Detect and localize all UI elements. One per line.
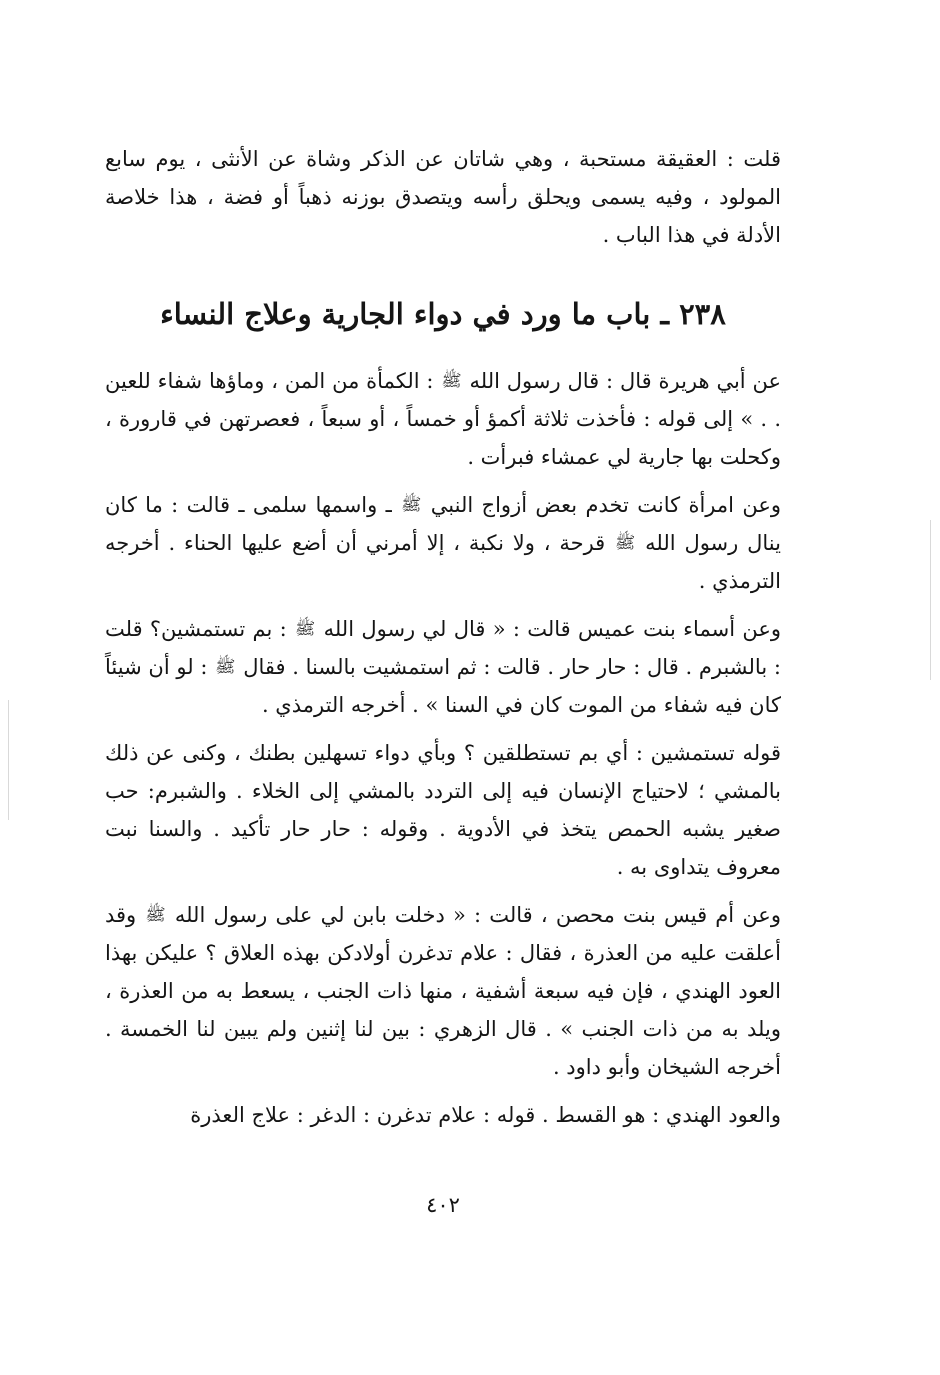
honorific-symbol: ﷺ xyxy=(401,494,422,514)
paragraph-text: : لو أن شيئاً كان فيه شفاء من الموت كان في السنا » . أخرجه الترمذي . xyxy=(105,655,781,717)
paragraph-text: قرحة ، ولا نكبة ، إلا أمرني أن أضع عليها الحناء . أخرجه الترمذي . xyxy=(105,531,781,593)
intro-paragraph: قلت : العقيقة مستحبة ، وهي شاتان عن الذكر وشاة عن الأنثى ، يوم سابع المولود ، وفيه يسمى ويحلق رأسه ويتصدق بوزنه ذهباً أو فضة ، هذا خلاصة الأدلة في هذا الباب . xyxy=(105,147,781,247)
honorific-symbol: ﷺ xyxy=(295,618,316,638)
paragraph-text: قوله تستمشين : أي بم تستطلقين ؟ وبأي دواء تسهلين بطنك ، وكنى عن ذلك بالمشي ؛ لاحتياج الإنسان فيه إلى التردد بالمشي إلى الخلاء . والشبرم: حب صغير يشبه الحمص يتخذ في الأدوية . وقوله : حار حار تأكيد . والسنا نبت معروف يتداوى به . xyxy=(105,741,781,879)
book-page xyxy=(105,140,781,1240)
honorific-symbol: ﷺ xyxy=(145,904,166,924)
hadith-paragraph-umm-qays xyxy=(105,896,781,1086)
page-edge-mark xyxy=(930,520,931,680)
honorific-symbol: ﷺ xyxy=(615,532,636,552)
honorific-symbol: ﷺ xyxy=(215,656,236,676)
chapter-body xyxy=(105,362,781,1144)
page-number: ٤٠٢ xyxy=(426,1193,460,1217)
paragraph-text: : الكمأة من المن ، وماؤها شفاء للعين . . » إلى قوله : فأخذت ثلاثة أكمؤ أو خمساً ، أو سبعاً ، فعصرتهن في قارورة ، وكحلت بها جارية لي عمشاء فبرأت . xyxy=(105,369,781,469)
commentary-paragraph-continued xyxy=(105,1096,781,1134)
paragraph-text: ـ واسمها سلمى ـ قالت : ما كان ينال رسول الله xyxy=(105,493,781,555)
commentary-paragraph xyxy=(105,734,781,886)
paragraph-text: وقد أعلقت عليه من العذرة ، فقال : علام تدغرن أولادكن بهذه العلاق ؟ عليكن بهذا العود الهندي ، فإن فيه سبعة أشفية ، منها ذات الجنب ، يسعط به من العذرة ، ويلد به من ذات الجنب » . قال الزهري : بين لنا إثنين ولم يبين لنا الخمسة . أخرجه الشيخان وأبو داود . xyxy=(105,903,781,1079)
page-edge-mark xyxy=(8,700,9,820)
hadith-paragraph-salma xyxy=(105,486,781,600)
hadith-paragraph-asma xyxy=(105,610,781,724)
honorific-symbol: ﷺ xyxy=(441,370,462,390)
paragraph-text: وعن أم قيس بنت محصن ، قالت : « دخلت بابن لي على رسول الله xyxy=(174,903,781,927)
paragraph-text: وعن امرأة كانت تخدم بعض أزواج النبي xyxy=(430,493,781,517)
paragraph-text: : بم تستمشين؟ قلت : بالشبرم . قال : حار حار . قالت : ثم استمشيت بالسنا . فقال xyxy=(105,617,781,679)
hadith-paragraph-abu-huraira xyxy=(105,362,781,476)
paragraph-text: عن أبي هريرة قال : قال رسول الله xyxy=(469,369,781,393)
paragraph-text: وعن أسماء بنت عميس قالت : « قال لي رسول الله xyxy=(323,617,781,641)
chapter-title: ٢٣٨ ـ باب ما ورد في دواء الجارية وعلاج النساء xyxy=(160,297,726,331)
paragraph-text: والعود الهندي : هو القسط . قوله : علام تدغرن : الدغر : علاج العذرة xyxy=(190,1103,781,1127)
